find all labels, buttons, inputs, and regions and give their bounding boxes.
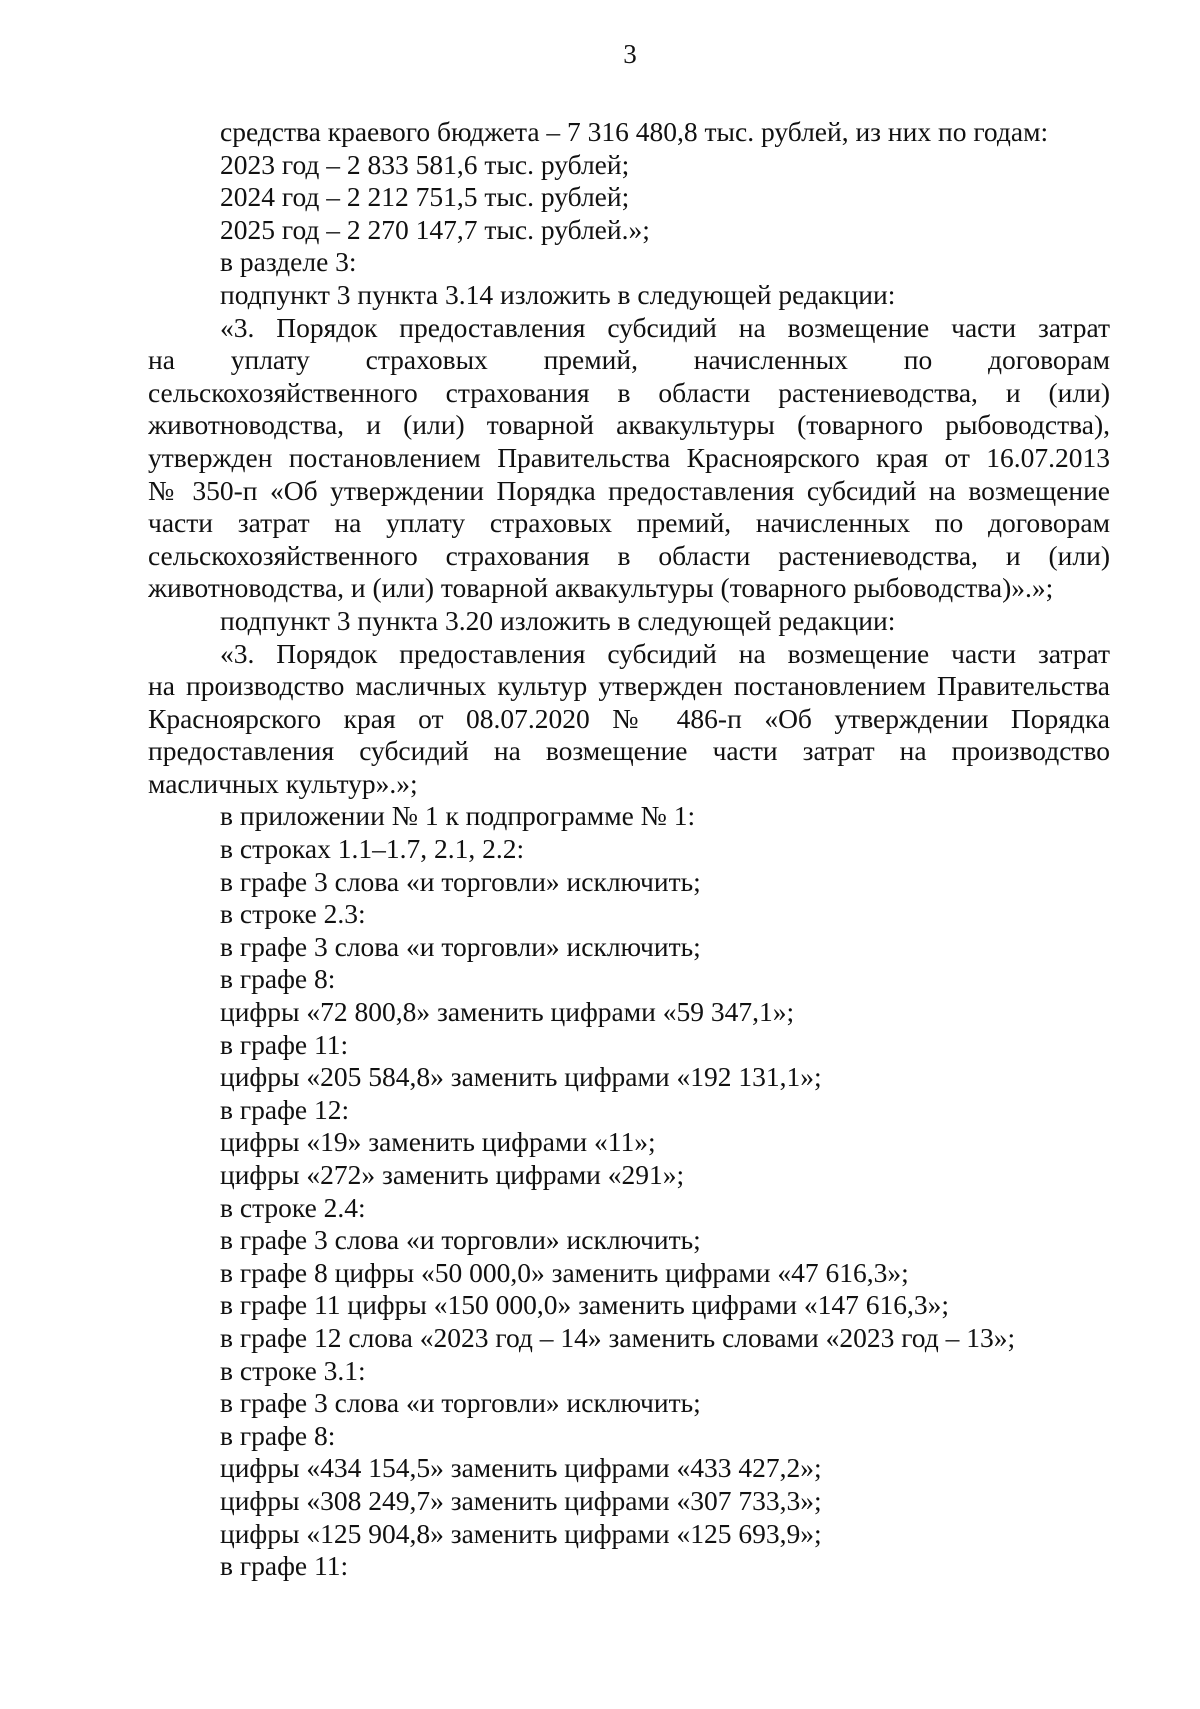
paragraph — [148, 1192, 1110, 1225]
paragraph — [148, 1387, 1110, 1420]
text-line: в строках 1.1–1.7, 2.1, 2.2: — [220, 833, 525, 865]
text-line: «3. Порядок предоставления субсидий на возмещение части затрат — [220, 637, 1110, 669]
text-line: сельскохозяйственного страхования в области растениеводства, и (или) — [148, 539, 1110, 571]
text-line: 2025 год – 2 270 147,7 тыс. рублей.»; — [220, 213, 650, 245]
text-line: средства краевого бюджета – 7 316 480,8 тыс. рублей, из них по годам: — [220, 116, 1049, 147]
paragraph — [148, 1159, 1110, 1192]
paragraph — [148, 1355, 1110, 1388]
text-line: «3. Порядок предоставления субсидий на возмещение части затрат — [220, 311, 1110, 343]
paragraph — [148, 116, 1110, 149]
text-line: на уплату страховых премий, начисленных по договорам — [148, 344, 1110, 376]
page-number: 3 — [623, 39, 637, 69]
paragraph — [148, 1289, 1110, 1322]
paragraph — [148, 1126, 1110, 1159]
paragraph — [148, 1550, 1110, 1583]
text-line: в графе 11: — [220, 1028, 349, 1060]
paragraph — [148, 605, 1110, 638]
text-line: в графе 3 слова «и торговли» исключить; — [220, 1387, 701, 1419]
text-line: в графе 8: — [220, 963, 336, 995]
text-line: цифры «205 584,8» заменить цифрами «192 131,1»; — [220, 1061, 822, 1093]
text-line: в строке 2.4: — [220, 1191, 366, 1223]
text-line: в графе 3 слова «и торговли» исключить; — [220, 865, 701, 897]
paragraph — [148, 638, 1110, 801]
paragraph — [148, 866, 1110, 899]
paragraph — [148, 931, 1110, 964]
document-body — [148, 116, 1110, 1583]
paragraph — [148, 312, 1110, 605]
paragraph — [148, 833, 1110, 866]
text-line: животноводства, и (или) товарной аквакультуры (товарного рыбоводства), — [148, 409, 1110, 441]
paragraph — [148, 149, 1110, 182]
text-line: цифры «308 249,7» заменить цифрами «307 733,3»; — [220, 1484, 822, 1516]
text-line: утвержден постановлением Правительства Красноярского края от 16.07.2013 — [148, 441, 1110, 473]
text-line: масличных культур».»; — [148, 767, 418, 799]
paragraph — [148, 1061, 1110, 1094]
text-line: в графе 3 слова «и торговли» исключить; — [220, 930, 701, 962]
text-line: цифры «19» заменить цифрами «11»; — [220, 1126, 656, 1158]
text-line: в строке 2.3: — [220, 898, 366, 930]
text-line: в графе 8 цифры «50 000,0» заменить цифрами «47 616,3»; — [220, 1256, 909, 1288]
paragraph — [148, 898, 1110, 931]
text-line: на производство масличных культур утвержден постановлением Правительства — [148, 670, 1110, 702]
text-line: в графе 12 слова «2023 год – 14» заменить словами «2023 год – 13»; — [220, 1321, 1016, 1353]
text-line: подпункт 3 пункта 3.14 изложить в следующей редакции: — [220, 278, 896, 310]
paragraph — [148, 800, 1110, 833]
text-line: 2024 год – 2 212 751,5 тыс. рублей; — [220, 181, 630, 213]
text-line: предоставления субсидий на возмещение части затрат на производство — [148, 735, 1110, 767]
paragraph — [148, 1322, 1110, 1355]
paragraph — [148, 996, 1110, 1029]
paragraph — [148, 246, 1110, 279]
paragraph — [148, 1224, 1110, 1257]
text-line: в приложении № 1 к подпрограмме № 1: — [220, 800, 696, 832]
text-line: № 350-п «Об утверждении Порядка предоставления субсидий на возмещение — [148, 474, 1110, 506]
text-line: в графе 8: — [220, 1419, 336, 1451]
text-line: в разделе 3: — [220, 246, 357, 278]
paragraph — [148, 181, 1110, 214]
text-line: цифры «72 800,8» заменить цифрами «59 347,1»; — [220, 996, 795, 1028]
text-line: цифры «272» заменить цифрами «291»; — [220, 1159, 685, 1190]
text-line: животноводства, и (или) товарной аквакультуры (товарного рыбоводства)».»; — [148, 572, 1054, 604]
paragraph — [148, 1029, 1110, 1062]
text-line: в графе 11: — [220, 1550, 349, 1582]
paragraph — [148, 1094, 1110, 1127]
text-line: Красноярского края от 08.07.2020 № 486-п «Об утверждении Порядка — [148, 702, 1110, 734]
paragraph — [148, 1420, 1110, 1453]
text-line: в графе 11 цифры «150 000,0» заменить цифрами «147 616,3»; — [220, 1289, 949, 1321]
text-line: сельскохозяйственного страхования в области растениеводства, и (или) — [148, 376, 1110, 408]
text-line: цифры «434 154,5» заменить цифрами «433 427,2»; — [220, 1452, 822, 1484]
text-line: цифры «125 904,8» заменить цифрами «125 693,9»; — [220, 1517, 822, 1549]
paragraph — [148, 214, 1110, 247]
paragraph — [148, 1518, 1110, 1551]
text-line: подпункт 3 пункта 3.20 изложить в следующей редакции: — [220, 604, 896, 636]
text-line: в графе 12: — [220, 1093, 350, 1125]
text-line: части затрат на уплату страховых премий, начисленных по договорам — [148, 507, 1110, 539]
paragraph — [148, 1485, 1110, 1518]
text-line: 2023 год – 2 833 581,6 тыс. рублей; — [220, 148, 630, 180]
text-line: в строке 3.1: — [220, 1354, 366, 1386]
paragraph — [148, 279, 1110, 312]
paragraph — [148, 1257, 1110, 1290]
text-line: в графе 3 слова «и торговли» исключить; — [220, 1224, 701, 1256]
paragraph — [148, 1452, 1110, 1485]
paragraph — [148, 963, 1110, 996]
